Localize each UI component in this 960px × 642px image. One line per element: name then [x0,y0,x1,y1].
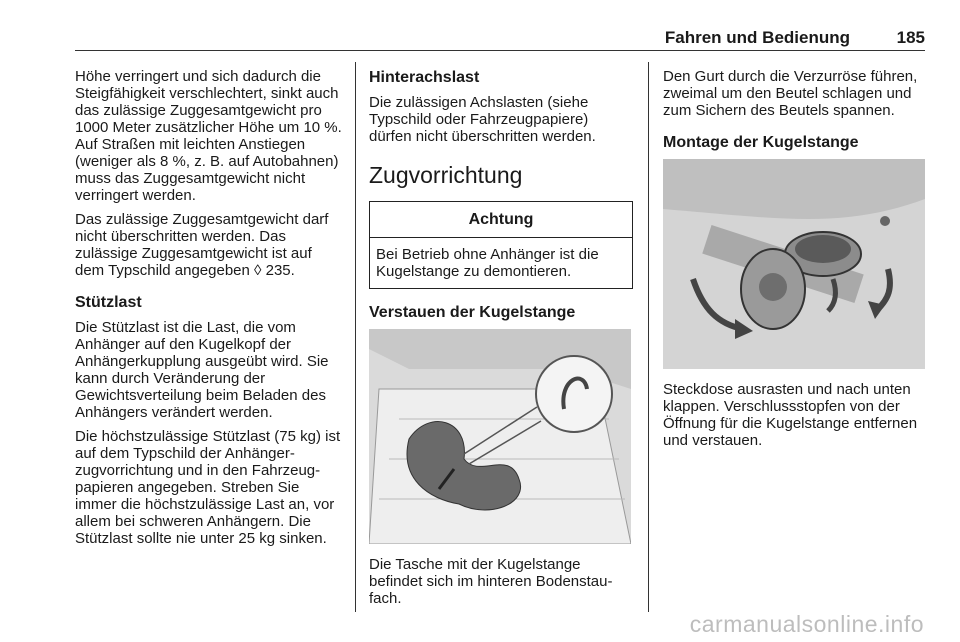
page-reference-icon: ◊ [254,262,262,279]
figure-trunk-storage [369,329,631,544]
trunk-illustration [369,329,631,544]
paragraph: Das zulässige Zuggesamtgewicht darf nicht überschritten werden. Das zulässige Zuggesamtgewicht ist auf dem Typschild angegeben ◊ 235. [75,211,329,279]
section-heading-hinterachslast: Hinterachslast [369,69,480,86]
header-rule [75,50,925,51]
column-1 [75,68,343,554]
column-2 [369,68,633,614]
figure-towbar-mounting [663,159,925,369]
paragraph: Den Gurt durch die Verzurröse führen, zweimal um den Beutel schlagen und zum Sichern des Beutels spannen. [663,68,918,119]
column-divider [648,62,649,612]
section-heading-stuetzlast: Stützlast [75,294,142,311]
page-header [75,28,925,48]
caution-title: Achtung [370,202,632,238]
caution-text: Bei Betrieb ohne Anhänger ist die Kugelstange zu demontieren. [376,246,599,280]
paragraph: Die zulässigen Achslasten (siehe Typschild oder Fahrzeugpapiere) dürfen nicht überschritten werden. [369,94,596,145]
page-reference-link[interactable]: 235. [265,262,295,279]
section-heading-montage: Montage der Kugelstange [663,134,859,151]
caution-box [369,201,633,289]
watermark: carmanualsonline.info [689,611,924,637]
figure-caption: Die Tasche mit der Kugelstange befindet sich im hinteren Bodenstaufach. [369,556,613,607]
running-title: Fahren und Bedienung [664,28,850,47]
section-heading-verstauen: Verstauen der Kugelstange [369,304,576,321]
column-3 [663,68,928,456]
paragraph: Höhe verringert und sich dadurch die Steigfähigkeit verschlechtert, sinkt auch das zulässige Zuggesamtgewicht pro 1000 Meter zusätzlicher Höhe um 10 %. Auf Straßen mit leichten Anstiegen (weniger als 8 %, z. B. auf Autobahnen) muss das Zuggesamtgewicht nicht verringert werden. [75,68,342,204]
paragraph: Die höchstzulässige Stützlast (75 kg) ist auf dem Typschild der Anhängerzugvorrichtung und in den Fahrzeugpapieren angegeben. Streben Sie immer die höchstzulässige Last an, vor allem bei schweren Anhängern. Die Stützlast sollte nie unter 25 kg sinken. [75,428,341,547]
figure-caption: Steckdose ausrasten und nach unten klappen. Verschlussstopfen von der Öffnung für die Kugelstange entfernen und verstauen. [663,381,918,449]
towbar-illustration [663,159,925,369]
column-divider [355,62,356,612]
chapter-heading-zugvorrichtung: Zugvorrichtung [369,162,523,188]
page-number: 185 [896,28,925,47]
paragraph: Die Stützlast ist die Last, die vom Anhänger auf den Kugelkopf der Anhängerkupplung ausgeübt wird. Sie kann durch Veränderung der Gewichtsverteilung beim Beladen des Anhängers verändert werden. [75,319,329,421]
